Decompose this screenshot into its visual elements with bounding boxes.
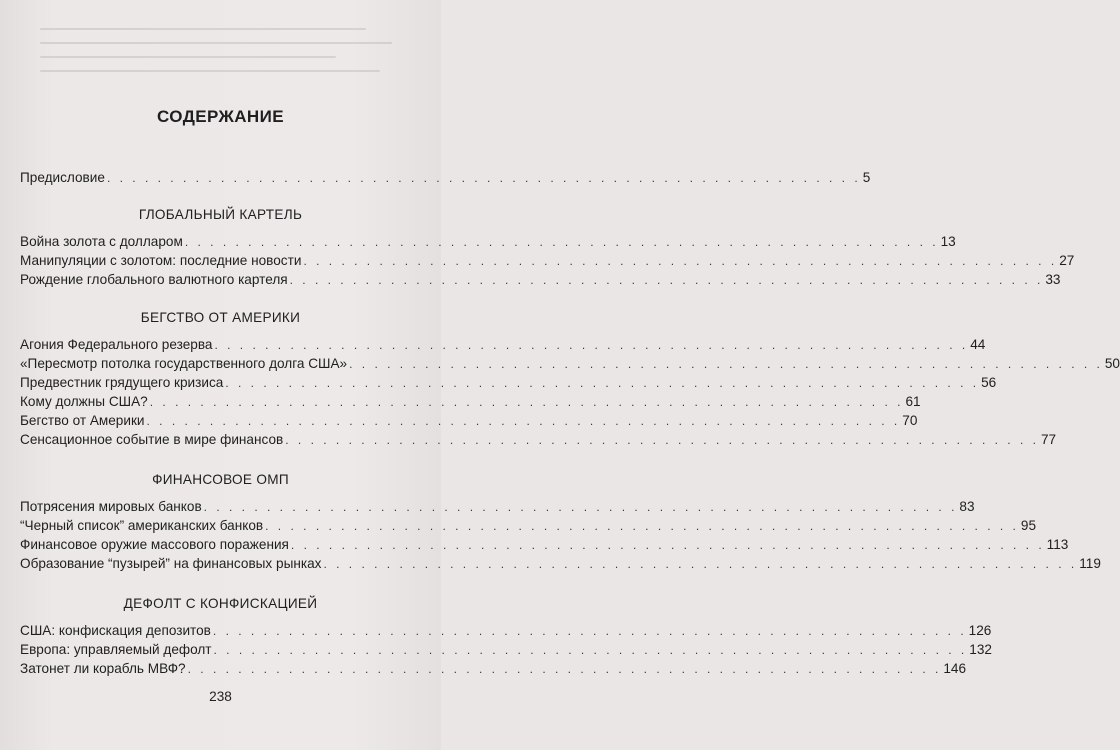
page-number: 238 — [209, 689, 232, 704]
toc-entry — [20, 554, 1101, 574]
toc-entry — [20, 373, 997, 393]
toc-entry — [20, 232, 956, 252]
toc-entry — [20, 535, 1069, 555]
toc-entry-page: 50 — [1104, 356, 1120, 371]
toc-entry-title: США: конфискация депозитов — [20, 623, 211, 638]
toc-entry — [20, 659, 967, 679]
toc-entry-title: Война золота с долларом — [20, 234, 183, 249]
toc-entry-title: Потрясения мировых банков — [20, 499, 202, 514]
section-heading: ФИНАНСОВОЕ ОМП — [152, 472, 289, 487]
dot-leader: . . . . . . . . . . . . . . . . . . . . . . . . . . . . . . . . . . . . . . . . . . . . . . . . . . . . . . . . . . . . — [285, 433, 1039, 447]
dot-leader: . . . . . . . . . . . . . . . . . . . . . . . . . . . . . . . . . . . . . . . . . . . . . . . . . . . . . . . . . . . . — [146, 414, 901, 428]
toc-entry-title: Манипуляции с золотом: последние новости — [20, 253, 302, 268]
toc-entry-page: 70 — [902, 413, 918, 428]
toc-entry-page: 132 — [969, 642, 992, 657]
toc-entry-page: 56 — [981, 375, 997, 390]
toc-entry — [20, 640, 992, 660]
toc-entry-page: 77 — [1040, 432, 1057, 447]
toc-entry-title: Европа: управляемый дефолт — [20, 642, 212, 657]
toc-entry-page: 13 — [940, 234, 956, 249]
toc-entry-page: 119 — [1079, 556, 1101, 571]
section-heading: ДЕФОЛТ С КОНФИСКАЦИЕЙ — [123, 596, 318, 611]
toc-entry — [20, 392, 921, 412]
toc-entry — [20, 430, 1057, 450]
toc-entry-page: 27 — [1059, 253, 1075, 268]
toc-entry-page: 33 — [1045, 272, 1061, 287]
toc-entry — [20, 621, 992, 641]
dot-leader: . . . . . . . . . . . . . . . . . . . . . . . . . . . . . . . . . . . . . . . . . . . . . . . . . . . . . . . . . . . . — [184, 235, 939, 249]
toc-entry-page: 113 — [1046, 537, 1069, 552]
toc-entry-page: 44 — [970, 337, 986, 352]
dot-leader: . . . . . . . . . . . . . . . . . . . . . . . . . . . . . . . . . . . . . . . . . . . . . . . . . . . . . . . . . . . . — [303, 254, 1058, 268]
toc-entry-page: 95 — [1020, 518, 1037, 533]
toc-entry — [20, 270, 1061, 290]
toc-entry — [20, 497, 975, 517]
dot-leader: . . . . . . . . . . . . . . . . . . . . . . . . . . . . . . . . . . . . . . . . . . . . . . . . . . . . . . . . . . . . — [149, 395, 904, 409]
dot-leader: . . . . . . . . . . . . . . . . . . . . . . . . . . . . . . . . . . . . . . . . . . . . . . . . . . . . . . . . . . . . — [265, 519, 1019, 533]
dot-leader: . . . . . . . . . . . . . . . . . . . . . . . . . . . . . . . . . . . . . . . . . . . . . . . . . . . . . . . . . . . . — [290, 538, 1045, 552]
toc-entry-title: Рождение глобального валютного картеля — [20, 272, 288, 287]
section-heading: БЕГСТВО ОТ АМЕРИКИ — [140, 310, 301, 325]
toc-entry-title: Кому должны США? — [20, 394, 148, 409]
toc-entry-title: Финансовое оружие массового поражения — [20, 537, 289, 552]
toc-entry-page: 83 — [959, 499, 975, 514]
toc-entry-page: 5 — [862, 170, 871, 185]
dot-leader: . . . . . . . . . . . . . . . . . . . . . . . . . . . . . . . . . . . . . . . . . . . . . . . . . . . . . . . . . . . . — [214, 338, 969, 352]
toc-entry-title: Бегство от Америки — [20, 413, 145, 428]
dot-leader: . . . . . . . . . . . . . . . . . . . . . . . . . . . . . . . . . . . . . . . . . . . . . . . . . . . . . . . . . . . . — [187, 662, 942, 676]
show-through-text — [40, 28, 410, 88]
toc-entry-page: 126 — [968, 623, 992, 638]
toc-entry-title: Предвестник грядущего кризиса — [20, 375, 224, 390]
toc-entry — [20, 516, 1037, 536]
toc-entry — [20, 411, 918, 431]
toc-title: СОДЕРЖАНИЕ — [157, 107, 284, 126]
toc-entry-page: 61 — [905, 394, 921, 409]
toc-entry-preface — [20, 168, 871, 188]
toc-entry-title: Сенсационное событие в мире финансов — [20, 432, 284, 447]
toc-entry-title: Образование “пузырей” на финансовых рынках — [20, 556, 322, 571]
dot-leader: . . . . . . . . . . . . . . . . . . . . . . . . . . . . . . . . . . . . . . . . . . . . . . . . . . . . . . . . . . . . — [323, 557, 1078, 571]
toc-entry — [20, 251, 1075, 271]
dot-leader: . . . . . . . . . . . . . . . . . . . . . . . . . . . . . . . . . . . . . . . . . . . . . . . . . . . . . . . . . . . . — [349, 357, 1103, 371]
toc-entry-title: Предисловие — [20, 170, 105, 185]
dot-leader: . . . . . . . . . . . . . . . . . . . . . . . . . . . . . . . . . . . . . . . . . . . . . . . . . . . . . . . . . . . . — [203, 500, 958, 514]
toc-entry — [20, 335, 986, 355]
toc-entry-title: «Пересмотр потолка государственного долга США» — [20, 356, 348, 371]
dot-leader: . . . . . . . . . . . . . . . . . . . . . . . . . . . . . . . . . . . . . . . . . . . . . . . . . . . . . . . . . . . . — [106, 171, 861, 185]
dot-leader: . . . . . . . . . . . . . . . . . . . . . . . . . . . . . . . . . . . . . . . . . . . . . . . . . . . . . . . . . . . . — [289, 273, 1044, 287]
toc-entry-title: “Черный список” американских банков — [20, 518, 264, 533]
dot-leader: . . . . . . . . . . . . . . . . . . . . . . . . . . . . . . . . . . . . . . . . . . . . . . . . . . . . . . . . . . . . — [225, 376, 980, 390]
toc-entry — [20, 354, 1120, 374]
dot-leader: . . . . . . . . . . . . . . . . . . . . . . . . . . . . . . . . . . . . . . . . . . . . . . . . . . . . . . . . . . . . — [212, 624, 967, 638]
section-heading: ГЛОБАЛЬНЫЙ КАРТЕЛЬ — [138, 207, 303, 222]
toc-entry-title: Агония Федерального резерва — [20, 337, 213, 352]
toc-entry-page: 146 — [943, 661, 967, 676]
toc-entry-title: Затонет ли корабль МВФ? — [20, 661, 186, 676]
dot-leader: . . . . . . . . . . . . . . . . . . . . . . . . . . . . . . . . . . . . . . . . . . . . . . . . . . . . . . . . . . . . — [213, 643, 968, 657]
